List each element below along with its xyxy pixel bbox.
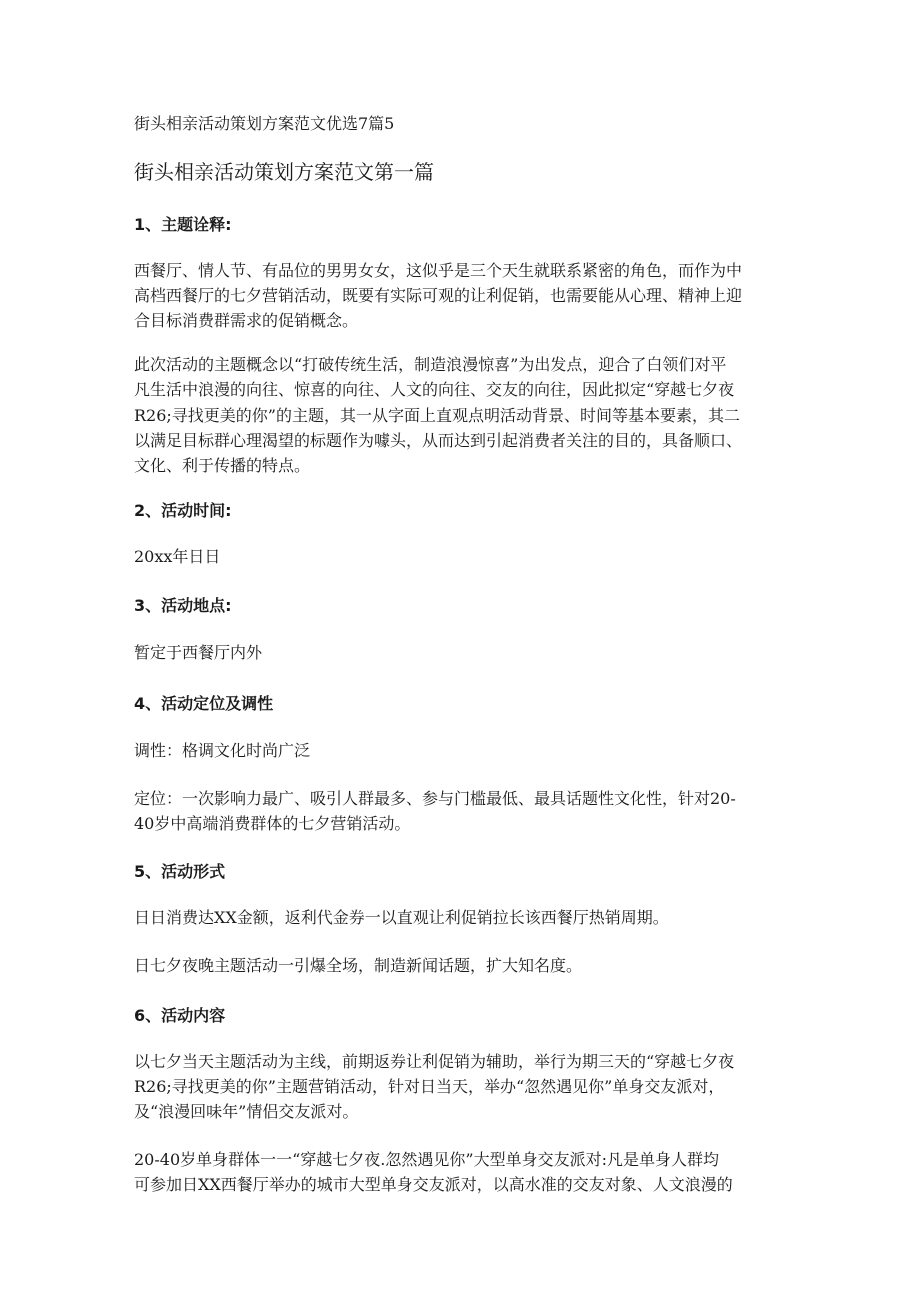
paragraph-line: 定位：一次影响力最广、吸引人群最多、参与门槛最低、最具话题性文化性，针对20- [134,789,736,808]
heading-format: 5、活动形式 [134,862,226,881]
heading-positioning: 4、活动定位及调性 [134,694,274,713]
heading-location: 3、活动地点: [134,596,232,615]
paragraph-line: 调性：格调文化时尚广泛 [134,741,311,760]
paragraph-line: 高档西餐厅的七夕营销活动，既要有实际可观的让利促销，也需要能从心理、精神上迎 [134,286,743,305]
paragraph-line: 日七夕夜晚主题活动一引爆全场，制造新闻话题，扩大知名度。 [134,956,583,975]
paragraph-line: 以满足目标群心理渴望的标题作为噱头，从而达到引起消费者关注的目的，具备顺口、 [134,431,743,450]
heading-theme: 1、主题诠释: [134,215,232,234]
document-title: 街头相亲活动策划方案范文优选7篇5 [134,114,395,133]
paragraph-line: 20-40岁单身群体一一“穿越七夕夜.忽然遇见你”大型单身交友派对:凡是单身人群均 [134,1150,719,1169]
paragraph-line: 文化、利于传播的特点。 [134,456,311,475]
paragraph-line: 凡生活中浪漫的向往、惊喜的向往、人文的向往、交友的向往，因此拟定“穿越七夕夜 [134,380,735,399]
paragraph-line: 以七夕当天主题活动为主线，前期返券让利促销为辅助，举行为期三天的“穿越七夕夜 [134,1052,735,1071]
paragraph-line: 西餐厅、情人节、有品位的男男女女，这似乎是三个天生就联系紧密的角色，而作为中 [134,261,743,280]
paragraph-line: 可参加日XX西餐厅举办的城市大型单身交友派对，以高水准的交友对象、人文浪漫的 [134,1175,733,1194]
paragraph-line: 此次活动的主题概念以“打破传统生活，制造浪漫惊喜”为出发点，迎合了白领们对平 [134,355,727,374]
paragraph-line: R26;寻找更美的你”的主题，其一从字面上直观点明活动背景、时间等基本要素，其二 [134,406,740,425]
paragraph-line: 40岁中高端消费群体的七夕营销活动。 [134,814,411,833]
section-title: 街头相亲活动策划方案范文第一篇 [134,160,434,184]
paragraph-line: 合目标消费群需求的促销概念。 [134,311,359,330]
heading-content: 6、活动内容 [134,1006,226,1025]
paragraph-line: R26;寻找更美的你”主题营销活动，针对日当天，举办“忽然遇见你”单身交友派对， [134,1077,725,1096]
heading-time: 2、活动时间: [134,501,232,520]
paragraph-line: 及“浪漫回味年”情侣交友派对。 [134,1102,359,1121]
paragraph-line: 20xx年日日 [134,547,221,566]
paragraph-line: 暂定于西餐厅内外 [134,643,263,662]
paragraph-line: 日日消费达XX金额，返利代金券一以直观让利促销拉长该西餐厅热销周期。 [134,908,669,927]
